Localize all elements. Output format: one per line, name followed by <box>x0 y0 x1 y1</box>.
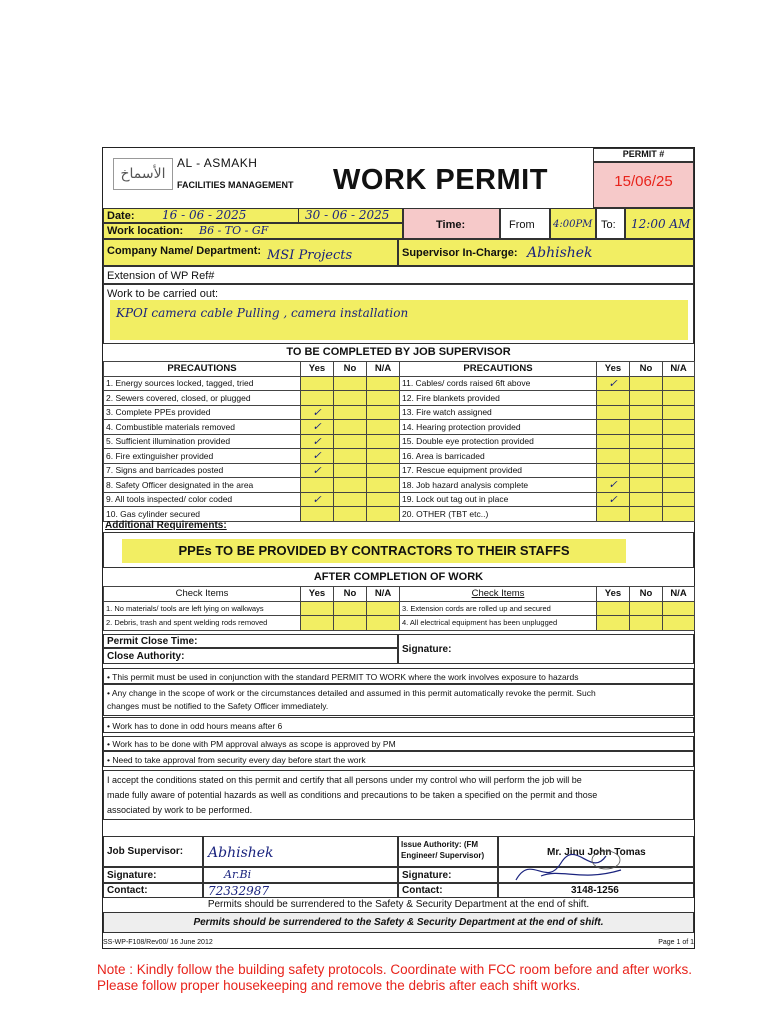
check-mark-icon: ✓ <box>312 406 322 419</box>
work-permit-form <box>102 147 695 949</box>
check-mark-icon: ✓ <box>608 479 618 492</box>
precaution-label: 6. Fire extinguisher provided <box>104 449 301 464</box>
surrender-line-1: Permits should be surrendered to the Safety & Security Department at the end of shift. <box>207 899 590 910</box>
precaution-na-cell[interactable] <box>663 391 695 406</box>
precaution-yes-cell[interactable] <box>301 463 334 478</box>
issue-contact-label: Contact: <box>402 885 443 896</box>
supervisor-value: Abhishek <box>527 245 593 261</box>
job-supervisor-value-box <box>203 836 398 867</box>
footer-note: Note : Kindly follow the building safety protocols. Coordinate with FCC room before and after works. Please follow proper housekeeping and remove the debris after each shift works. <box>97 962 693 993</box>
after-col-check-right: Check Items <box>400 587 597 602</box>
work-row <box>103 284 694 344</box>
precaution-yes-cell[interactable] <box>301 405 334 420</box>
after-col-yes-right: Yes <box>597 587 630 602</box>
precaution-na-cell[interactable] <box>367 376 400 391</box>
precaution-no-cell[interactable] <box>630 492 663 507</box>
after-yes-cell[interactable] <box>301 601 334 616</box>
precaution-no-cell[interactable] <box>630 434 663 449</box>
note-5: • Need to take approval from security every day before start the work <box>107 755 366 765</box>
doc-code: SS-WP-F108/Rev00/ 16 June 2012 <box>103 939 213 946</box>
after-row <box>104 616 695 631</box>
check-mark-icon: ✓ <box>312 435 322 448</box>
precaution-na-cell[interactable] <box>367 463 400 478</box>
precaution-no-cell[interactable] <box>630 405 663 420</box>
precaution-na-cell[interactable] <box>663 492 695 507</box>
precaution-yes-cell[interactable] <box>597 376 630 391</box>
precautions-table <box>103 361 694 522</box>
precaution-label: 13. Fire watch assigned <box>400 405 597 420</box>
col-precautions-right: PRECAUTIONS <box>400 362 597 377</box>
precaution-na-cell[interactable] <box>367 434 400 449</box>
issue-name: Mr. Jinu John Tomas <box>547 847 646 858</box>
precaution-yes-cell[interactable] <box>597 420 630 435</box>
issue-signature-label: Signature: <box>402 870 452 881</box>
precaution-na-cell[interactable] <box>367 420 400 435</box>
page-number: Page 1 of 1 <box>658 939 694 946</box>
precaution-yes-cell[interactable] <box>301 434 334 449</box>
date-label: Date: <box>107 210 135 222</box>
precaution-yes-cell[interactable] <box>301 420 334 435</box>
precaution-yes-cell[interactable] <box>597 492 630 507</box>
precaution-no-cell[interactable] <box>334 463 367 478</box>
issue-contact-label-box <box>398 883 498 898</box>
surrender-box <box>103 912 694 933</box>
precaution-no-cell[interactable] <box>630 376 663 391</box>
after-na-cell[interactable] <box>367 616 400 631</box>
sup-contact-box <box>203 883 398 898</box>
precaution-yes-cell[interactable] <box>597 434 630 449</box>
date-to: 30 - 06 - 2025 <box>305 208 390 222</box>
precaution-na-cell[interactable] <box>663 478 695 493</box>
precaution-label: 9. All tools inspected/ color coded <box>104 492 301 507</box>
after-na-cell[interactable] <box>367 601 400 616</box>
precaution-row <box>104 507 695 522</box>
precaution-yes-cell[interactable] <box>301 492 334 507</box>
precaution-na-cell[interactable] <box>367 449 400 464</box>
after-na-cell[interactable] <box>663 601 695 616</box>
company-label: Company Name/ Department: <box>107 245 262 257</box>
close-time-label: Permit Close Time: <box>107 636 198 647</box>
note-3-row <box>103 717 694 733</box>
precaution-no-cell[interactable] <box>630 478 663 493</box>
precaution-no-cell[interactable] <box>334 405 367 420</box>
time-label: Time: <box>436 219 466 231</box>
after-yes-cell[interactable] <box>597 601 630 616</box>
precaution-no-cell[interactable] <box>334 420 367 435</box>
after-check-label: 3. Extension cords are rolled up and secured <box>400 601 597 616</box>
precaution-row <box>104 391 695 406</box>
time-label-box <box>403 208 500 239</box>
col-yes-left: Yes <box>301 362 334 377</box>
logo-arabic: الأسماخ <box>120 166 166 182</box>
location-row <box>103 223 403 239</box>
accept-line-1: I accept the conditions stated on this permit and certify that all persons under my control who will perform the job will be <box>107 775 582 785</box>
after-title: AFTER COMPLETION OF WORK <box>313 571 484 583</box>
col-no-right: No <box>630 362 663 377</box>
close-authority-label: Close Authority: <box>107 651 185 662</box>
accept-line-3: associated by work to be performed. <box>107 805 253 815</box>
after-check-label: 1. No materials/ tools are left lying on walkways <box>104 601 301 616</box>
time-to-box <box>625 208 694 239</box>
check-mark-icon: ✓ <box>312 421 322 434</box>
precaution-label: 16. Area is barricaded <box>400 449 597 464</box>
precaution-yes-cell[interactable] <box>301 391 334 406</box>
precaution-na-cell[interactable] <box>367 507 400 522</box>
sup-contact: 72332987 <box>208 884 270 898</box>
col-precautions-left: PRECAUTIONS <box>104 362 301 377</box>
sup-signature: Ar.Bi <box>224 868 252 881</box>
extension-row <box>103 266 694 284</box>
precaution-label: 2. Sewers covered, closed, or plugged <box>104 391 301 406</box>
precaution-na-cell[interactable] <box>367 405 400 420</box>
date-from: 16 - 06 - 2025 <box>162 208 247 222</box>
precaution-yes-cell[interactable] <box>597 405 630 420</box>
precaution-yes-cell[interactable] <box>301 376 334 391</box>
precaution-label: 14. Hearing protection provided <box>400 420 597 435</box>
after-no-cell[interactable] <box>334 616 367 631</box>
precaution-na-cell[interactable] <box>367 391 400 406</box>
company-row <box>103 239 398 266</box>
precaution-na-cell[interactable] <box>367 478 400 493</box>
to-label: To: <box>601 219 616 231</box>
precaution-na-cell[interactable] <box>367 492 400 507</box>
precaution-label: 18. Job hazard analysis complete <box>400 478 597 493</box>
acceptance-box <box>103 770 694 820</box>
issue-contact: 3148-1256 <box>571 885 619 896</box>
precaution-no-cell[interactable] <box>630 391 663 406</box>
precaution-row <box>104 376 695 391</box>
work-box <box>110 300 688 340</box>
time-from-box <box>550 208 596 239</box>
precaution-no-cell[interactable] <box>630 507 663 522</box>
precaution-label: 8. Safety Officer designated in the area <box>104 478 301 493</box>
company-value: MSI Projects <box>267 248 353 263</box>
sup-contact-label-box <box>103 883 203 898</box>
note-2b: changes must be notified to the Safety Officer immediately. <box>107 701 329 711</box>
precaution-row <box>104 405 695 420</box>
permit-label: PERMIT # <box>593 148 694 162</box>
precaution-label: 12. Fire blankets provided <box>400 391 597 406</box>
after-yes-cell[interactable] <box>597 616 630 631</box>
precaution-no-cell[interactable] <box>630 449 663 464</box>
to-box <box>596 208 625 239</box>
after-col-no-left: No <box>334 587 367 602</box>
precaution-row <box>104 420 695 435</box>
precaution-label: 3. Complete PPEs provided <box>104 405 301 420</box>
close-time-row <box>103 634 398 648</box>
precaution-na-cell[interactable] <box>663 507 695 522</box>
precaution-yes-cell[interactable] <box>597 391 630 406</box>
close-signature-box <box>398 634 694 664</box>
note-4-row <box>103 736 694 751</box>
after-no-cell[interactable] <box>334 601 367 616</box>
supervisor-row <box>398 239 694 266</box>
col-na-left: N/A <box>367 362 400 377</box>
precaution-yes-cell[interactable] <box>301 507 334 522</box>
note-2-row <box>103 684 694 716</box>
note-1: • This permit must be used in conjunction with the standard PERMIT TO WORK where the work involves exposure to hazards <box>107 672 579 682</box>
after-row <box>104 601 695 616</box>
precaution-label: 20. OTHER (TBT etc..) <box>400 507 597 522</box>
ppe-banner: PPEs TO BE PROVIDED BY CONTRACTORS TO THEIR STAFFS <box>122 539 626 563</box>
precaution-row <box>104 449 695 464</box>
precaution-label: 17. Rescue equipment provided <box>400 463 597 478</box>
precaution-no-cell[interactable] <box>334 507 367 522</box>
note-2a: • Any change in the scope of work or the circumstances detailed and assumed in this permit automatically revoke the permit. Such <box>107 688 596 698</box>
precaution-na-cell[interactable] <box>663 463 695 478</box>
close-signature-label: Signature: <box>402 644 452 655</box>
col-yes-right: Yes <box>597 362 630 377</box>
after-no-cell[interactable] <box>630 601 663 616</box>
col-na-right: N/A <box>663 362 695 377</box>
logo <box>113 158 173 190</box>
precautions-title: TO BE COMPLETED BY JOB SUPERVISOR <box>286 346 511 358</box>
precaution-na-cell[interactable] <box>663 449 695 464</box>
issue-authority-label-box <box>398 836 498 867</box>
precaution-no-cell[interactable] <box>630 463 663 478</box>
sup-signature-box <box>203 867 398 883</box>
after-no-cell[interactable] <box>630 616 663 631</box>
date-to-box <box>298 208 403 223</box>
precaution-row <box>104 434 695 449</box>
check-mark-icon: ✓ <box>312 464 322 477</box>
work-value: KPOI camera cable Pulling , camera installation <box>116 306 409 320</box>
precaution-row <box>104 492 695 507</box>
precaution-na-cell[interactable] <box>663 420 695 435</box>
precaution-label: 4. Combustible materials removed <box>104 420 301 435</box>
precaution-no-cell[interactable] <box>334 434 367 449</box>
check-mark-icon: ✓ <box>312 493 322 506</box>
sup-contact-label: Contact: <box>107 885 148 896</box>
precaution-na-cell[interactable] <box>663 376 695 391</box>
after-col-check-left: Check Items <box>104 587 301 602</box>
extension-label: Extension of WP Ref# <box>107 270 215 282</box>
check-mark-icon: ✓ <box>608 377 618 390</box>
time-to: 12:00 AM <box>631 217 691 231</box>
signature-scribble-icon <box>511 848 631 888</box>
issue-contact-box <box>498 883 694 898</box>
precaution-label: 19. Lock out tag out in place <box>400 492 597 507</box>
precaution-label: 1. Energy sources locked, tagged, tried <box>104 376 301 391</box>
from-label: From <box>509 219 535 231</box>
close-authority-row <box>103 648 398 664</box>
after-yes-cell[interactable] <box>301 616 334 631</box>
col-no-left: No <box>334 362 367 377</box>
additional-label: Additional Requirements: <box>105 520 227 531</box>
accept-line-2: made fully aware of potential hazards as well as conditions and precautions to be taken a specified on the permit and those <box>107 790 598 800</box>
from-box <box>500 208 550 239</box>
note-4: • Work has to be done with PM approval always as scope is approved by PM <box>107 739 396 749</box>
job-supervisor-label: Job Supervisor: <box>107 846 184 857</box>
company-name: AL - ASMAKH <box>177 156 258 170</box>
work-label: Work to be carried out: <box>107 288 219 300</box>
supervisor-label: Supervisor In-Charge: <box>402 247 518 259</box>
additional-box <box>103 532 694 568</box>
note-5-row <box>103 751 694 767</box>
precaution-yes-cell[interactable] <box>301 449 334 464</box>
precaution-yes-cell[interactable] <box>597 507 630 522</box>
company-sub: FACILITIES MANAGEMENT <box>177 180 294 190</box>
precaution-yes-cell[interactable] <box>597 449 630 464</box>
precaution-no-cell[interactable] <box>334 391 367 406</box>
precaution-label: 7. Signs and barricades posted <box>104 463 301 478</box>
issue-authority-label: Issue Authority: (FM Engineer/ Supervisor) <box>401 840 485 860</box>
note-1-row <box>103 668 694 684</box>
after-col-na-right: N/A <box>663 587 695 602</box>
note-3: • Work has to done in odd hours means after 6 <box>107 721 283 731</box>
check-mark-icon: ✓ <box>608 493 618 506</box>
after-col-na-left: N/A <box>367 587 400 602</box>
sup-signature-label-box <box>103 867 203 883</box>
issue-signature-box <box>498 867 694 883</box>
precaution-no-cell[interactable] <box>334 376 367 391</box>
page-title: WORK PERMIT <box>333 164 548 196</box>
precaution-yes-cell[interactable] <box>597 463 630 478</box>
after-col-yes-left: Yes <box>301 587 334 602</box>
precaution-no-cell[interactable] <box>334 449 367 464</box>
precaution-label: 11. Cables/ cords raised 6ft above <box>400 376 597 391</box>
precaution-na-cell[interactable] <box>663 434 695 449</box>
sup-signature-label: Signature: <box>107 870 157 881</box>
precaution-label: 15. Double eye protection provided <box>400 434 597 449</box>
after-table <box>103 586 694 631</box>
precaution-label: 5. Sufficient illumination provided <box>104 434 301 449</box>
precaution-label: 10. Gas cylinder secured <box>104 507 301 522</box>
precaution-no-cell[interactable] <box>334 492 367 507</box>
job-supervisor-label-box <box>103 836 203 867</box>
after-na-cell[interactable] <box>663 616 695 631</box>
location-label: Work location: <box>107 225 184 237</box>
precaution-no-cell[interactable] <box>334 478 367 493</box>
precaution-na-cell[interactable] <box>663 405 695 420</box>
after-col-no-right: No <box>630 587 663 602</box>
precaution-row <box>104 463 695 478</box>
surrender-line-2: Permits should be surrendered to the Safety & Security Department at the end of shift. <box>193 917 604 928</box>
permit-number: 15/06/25 <box>593 162 694 208</box>
precaution-row <box>104 478 695 493</box>
job-supervisor-value: Abhishek <box>208 845 274 861</box>
after-check-label: 4. All electrical equipment has been unplugged <box>400 616 597 631</box>
location-value: B6 - TO - GF <box>199 224 269 237</box>
check-mark-icon: ✓ <box>312 450 322 463</box>
precaution-yes-cell[interactable] <box>301 478 334 493</box>
issue-signature-label-box <box>398 867 498 883</box>
precaution-yes-cell[interactable] <box>597 478 630 493</box>
time-from: 4:00PM <box>553 219 593 230</box>
precaution-no-cell[interactable] <box>630 420 663 435</box>
after-check-label: 2. Debris, trash and spent welding rods removed <box>104 616 301 631</box>
